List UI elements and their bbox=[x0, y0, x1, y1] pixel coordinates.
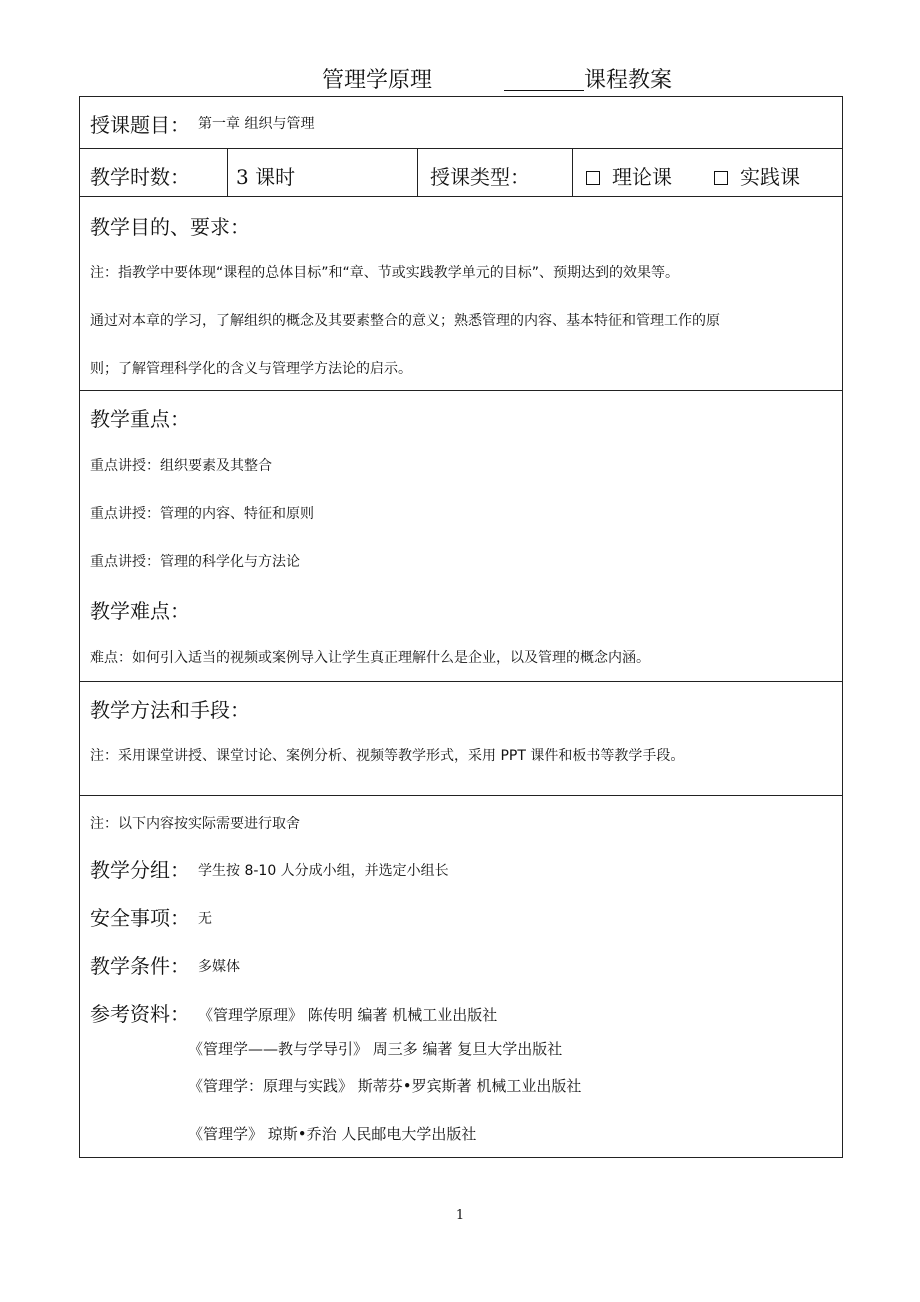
reference-item-1: 《管理学原理》 陈传明 编著 机械工业出版社 bbox=[198, 1006, 498, 1024]
reference-item-4: 《管理学》 琼斯•乔治 人民邮电大学出版社 bbox=[188, 1125, 477, 1143]
references-label: 参考资料： bbox=[90, 1002, 190, 1026]
safety-label: 安全事项： bbox=[90, 906, 190, 930]
page-number: 1 bbox=[455, 1208, 465, 1223]
topic-row bbox=[80, 97, 842, 149]
type-label: 授课类型： bbox=[430, 165, 530, 189]
reference-item-2: 《管理学——教与学导引》 周三多 编著 复旦大学出版社 bbox=[188, 1040, 563, 1058]
title-underline bbox=[504, 66, 584, 91]
conditions-value: 多媒体 bbox=[198, 959, 240, 975]
reference-item-3: 《管理学：原理与实践》 斯蒂芬•罗宾斯著 机械工业出版社 bbox=[188, 1077, 582, 1095]
lesson-plan-table bbox=[79, 96, 843, 1158]
option-practice[interactable]: 实践课 bbox=[714, 161, 800, 190]
objectives-note: 注：指教学中要体现“课程的总体目标”和“章、节或实践教学单元的目标”、预期达到的效果等。 bbox=[90, 265, 680, 281]
option-theory[interactable]: 理论课 bbox=[586, 161, 672, 190]
methods-row bbox=[80, 682, 842, 796]
conditions-label: 教学条件： bbox=[90, 954, 190, 978]
objectives-line-1: 通过对本章的学习，了解组织的概念及其要素整合的意义；熟悉管理的内容、基本特征和管理工作的原 bbox=[90, 313, 720, 329]
methods-heading: 教学方法和手段： bbox=[90, 698, 250, 722]
objectives-row bbox=[80, 197, 842, 391]
hours-label: 教学时数： bbox=[90, 165, 190, 189]
grouping-label: 教学分组： bbox=[90, 858, 190, 882]
key-point-3: 重点讲授：管理的科学化与方法论 bbox=[90, 554, 300, 570]
objectives-heading: 教学目的、要求： bbox=[90, 215, 250, 239]
methods-note: 注：采用课堂讲授、课堂讨论、案例分析、视频等教学形式，采用 PPT 课件和板书等教学手段。 bbox=[90, 748, 685, 764]
cell-divider bbox=[227, 149, 228, 196]
key-point-2: 重点讲授：管理的内容、特征和原则 bbox=[90, 506, 314, 522]
cell-divider bbox=[417, 149, 418, 196]
safety-value: 无 bbox=[198, 911, 212, 927]
course-name: 管理学原理 bbox=[248, 66, 504, 97]
checkbox-icon[interactable] bbox=[586, 171, 600, 185]
key-point-1: 重点讲授：组织要素及其整合 bbox=[90, 458, 272, 474]
cell-divider bbox=[572, 149, 573, 196]
hours-value: 3 课时 bbox=[236, 165, 296, 189]
extras-note: 注：以下内容按实际需要进行取舍 bbox=[90, 816, 300, 832]
difficulty-heading: 教学难点： bbox=[90, 599, 190, 623]
difficulty-text: 难点：如何引入适当的视频或案例导入让学生真正理解什么是企业，以及管理的概念内涵。 bbox=[90, 650, 650, 666]
topic-value: 第一章 组织与管理 bbox=[198, 116, 315, 132]
topic-label: 授课题目： bbox=[90, 113, 190, 137]
objectives-line-2: 则；了解管理科学化的含义与管理学方法论的启示。 bbox=[90, 361, 412, 377]
extras-row bbox=[80, 796, 842, 1157]
grouping-value: 学生按 8-10 人分成小组，并选定小组长 bbox=[198, 863, 449, 879]
key-points-heading: 教学重点： bbox=[90, 407, 190, 431]
checkbox-icon[interactable] bbox=[714, 171, 728, 185]
document-title bbox=[0, 66, 920, 97]
title-suffix: 课程教案 bbox=[584, 68, 673, 93]
key-points-row bbox=[80, 391, 842, 682]
hours-row bbox=[80, 149, 842, 197]
